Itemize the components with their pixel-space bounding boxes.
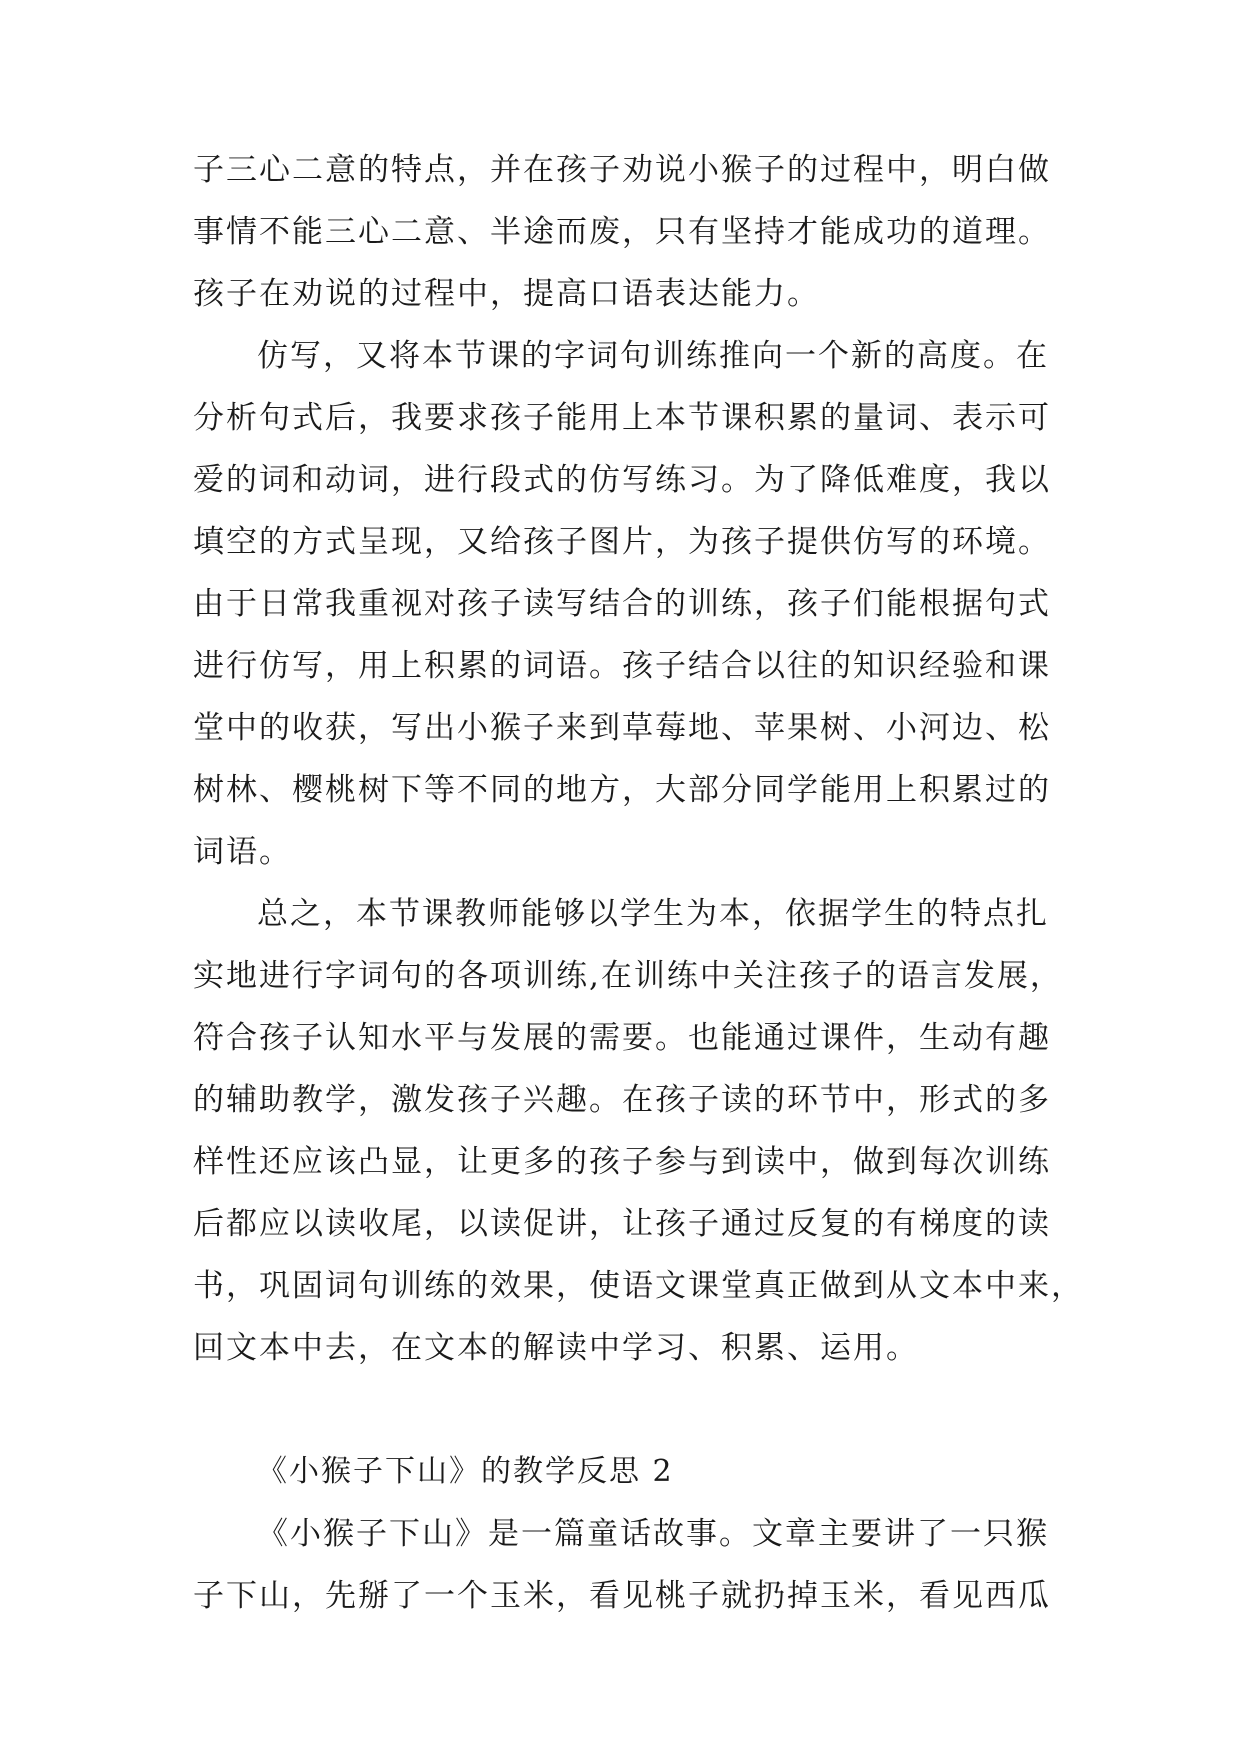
text-line: 子三心二意的特点，并在孩子劝说小猴子的过程中，明白做: [193, 152, 1051, 188]
text-line: 由于日常我重视对孩子读写结合的训练，孩子们能根据句式: [193, 586, 1051, 622]
paragraph-start-line: 《小猴子下山》是一篇童话故事。文章主要讲了一只猴: [257, 1516, 1049, 1552]
text-line: 爱的词和动词，进行段式的仿写练习。为了降低难度，我以: [193, 462, 1051, 498]
text-line: 分析句式后，我要求孩子能用上本节课积累的量词、表示可: [193, 400, 1051, 436]
text-line: 进行仿写，用上积累的词语。孩子结合以往的知识经验和课: [193, 648, 1051, 684]
text-line: 堂中的收获，写出小猴子来到草莓地、苹果树、小河边、松: [193, 710, 1051, 746]
text-line: 回文本中去，在文本的解读中学习、积累、运用。: [193, 1330, 919, 1366]
text-line: 后都应以读收尾，以读促讲，让孩子通过反复的有梯度的读: [193, 1206, 1051, 1242]
text-line: 词语。: [193, 834, 292, 870]
section-title: 《小猴子下山》的教学反思 2: [257, 1454, 674, 1489]
text-line: 符合孩子认知水平与发展的需要。也能通过课件，生动有趣: [193, 1020, 1051, 1056]
text-line: 事情不能三心二意、半途而废，只有坚持才能成功的道理。: [193, 214, 1051, 250]
paragraph-start-line: 仿写，又将本节课的字词句训练推向一个新的高度。在: [257, 338, 1049, 374]
text-line: 子下山，先掰了一个玉米，看见桃子就扔掉玉米，看见西瓜: [193, 1578, 1051, 1614]
text-line: 书，巩固词句训练的效果，使语文课堂真正做到从文本中来，: [193, 1268, 1084, 1304]
text-line: 样性还应该凸显，让更多的孩子参与到读中，做到每次训练: [193, 1144, 1051, 1180]
text-line: 的辅助教学，激发孩子兴趣。在孩子读的环节中，形式的多: [193, 1082, 1051, 1118]
text-line: 填空的方式呈现，又给孩子图片，为孩子提供仿写的环境。: [193, 524, 1051, 560]
text-line: 孩子在劝说的过程中，提高口语表达能力。: [193, 276, 820, 312]
text-line: 实地进行字词句的各项训练,在训练中关注孩子的语言发展，: [193, 958, 1063, 994]
paragraph-start-line: 总之，本节课教师能够以学生为本，依据学生的特点扎: [257, 896, 1049, 932]
text-line: 树林、樱桃树下等不同的地方，大部分同学能用上积累过的: [193, 772, 1051, 808]
